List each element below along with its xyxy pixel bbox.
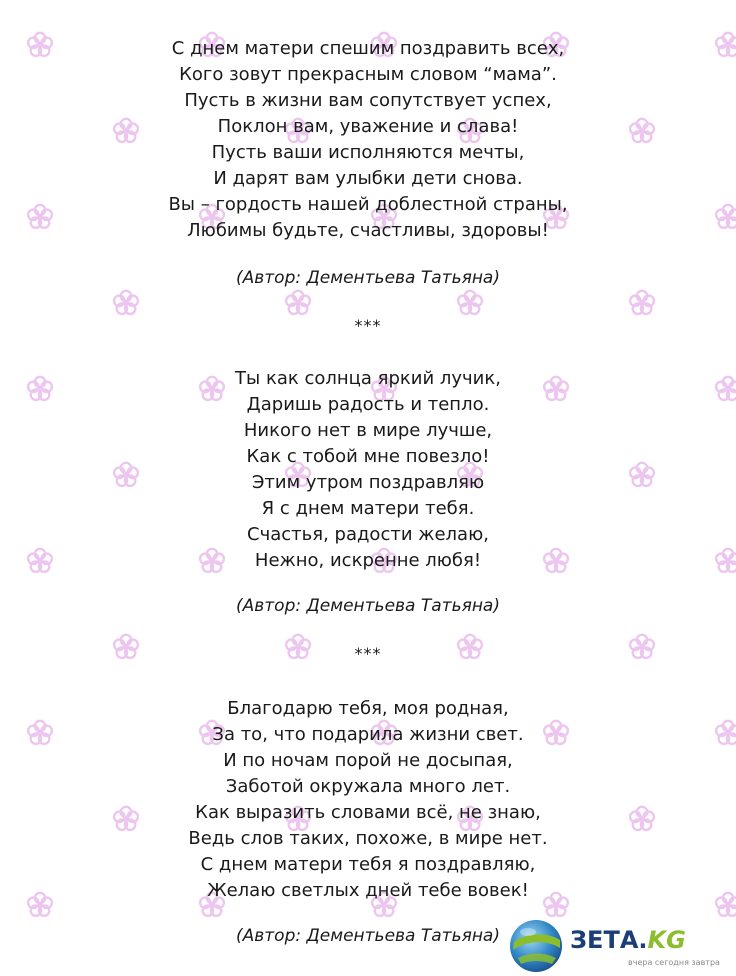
poem-2-line: Никого нет в мире лучше, [243,420,493,441]
poem-2-line: Ты как солнца яркий лучик, [235,368,501,389]
poem-3-stanza [0,696,736,904]
watermark-brand [570,926,686,954]
poem-1-line: С днем матери спешим поздравить всех, [171,38,565,59]
poem-1-line: Поклон вам, уважение и слава! [217,116,519,137]
poem-1-line: Пусть в жизни вам сопутствует успех, [184,90,552,111]
poem-3-line: И по ночам порой не досыпая, [223,750,513,771]
poem-3-line: Ведь слов таких, похоже, в мире нет. [188,828,548,849]
poem-3-line: С днем матери тебя я поздравляю, [200,854,536,875]
poem-1-line: Вы – гордость нашей доблестной страны, [168,194,568,215]
poem-1-line: Кого зовут прекрасным словом “мама”. [179,64,557,85]
stanza-separator: *** [354,316,382,335]
poem-1-stanza [0,36,736,244]
poem-2-line: Нежно, искренне любя! [254,550,482,571]
poem-3-line: Заботой окружала много лет. [225,776,511,797]
poem-3-line: Как выразить словами всё, не знаю, [195,802,541,823]
globe-icon [508,918,564,974]
poem-2-line: Даришь радость и тепло. [246,394,490,415]
poem-1-author: (Автор: Дементьева Татьяна) [236,268,500,288]
poem-1-line: Пусть ваши исполняются мечты, [211,142,525,163]
poem-1-line: И дарят вам улыбки дети снова. [213,168,523,189]
watermark-tagline: вчера сегодня завтра [628,958,720,967]
poem-3-line: Благодарю тебя, моя родная, [227,698,509,719]
poem-2-stanza [0,366,736,574]
poem-2-line: Счастья, радости желаю, [247,524,489,545]
poem-3-line: Желаю светлых дней тебе вовек! [207,880,529,901]
poem-2-author: (Автор: Дементьева Татьяна) [236,596,500,616]
watermark-name: ЗЕТА. [570,926,648,954]
poem-2-line: Этим утром поздравляю [251,472,485,493]
site-watermark [500,912,736,976]
poem-3-author: (Автор: Дементьева Татьяна) [236,926,500,946]
stanza-separator: *** [354,644,382,663]
poem-2-line: Как с тобой мне повезло! [246,446,490,467]
poem-3-line: За то, что подарила жизни свет. [212,724,524,745]
watermark-tld: KG [647,926,686,954]
poem-2-line: Я с днем матери тебя. [261,498,475,519]
poem-1-line: Любимы будьте, счастливы, здоровы! [187,220,549,241]
